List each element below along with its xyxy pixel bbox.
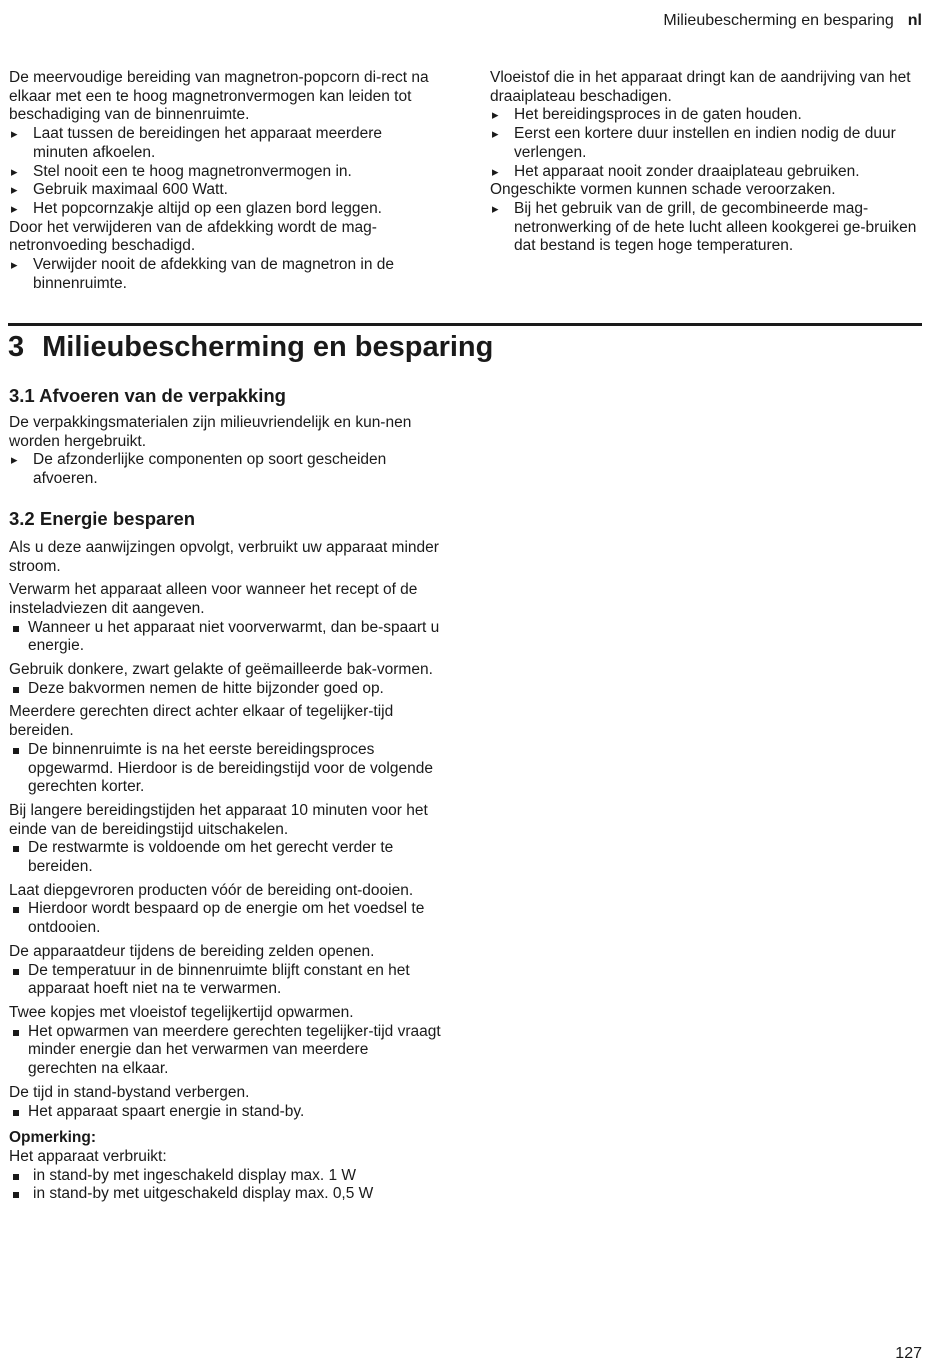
tip-text: Verwarm het apparaat alleen voor wanneer het recept of de insteladviezen dit aangeven. xyxy=(9,581,418,617)
note-item: in stand-by met ingeschakeld display max. 1 W xyxy=(9,1167,441,1186)
running-header xyxy=(663,12,922,30)
main-column xyxy=(9,385,441,1204)
tip-result: Het opwarmen van meerdere gerechten tegelijker-tijd vraagt minder energie dan het verwarmen van meerdere gerechten na elkaar. xyxy=(9,1023,441,1079)
section-heading-3-2: 3.2 Energie besparen xyxy=(9,507,196,529)
tip-text: Bij langere bereidingstijden het apparaat 10 minuten voor het einde van de bereidingstijd uitschakelen. xyxy=(9,801,428,838)
list-item: ▸ Gebruik maximaal 600 Watt. xyxy=(9,181,441,200)
paragraph: Ongeschikte vormen kunnen schade veroorzaken. xyxy=(490,181,836,199)
note-label: Opmerking: xyxy=(9,1129,96,1147)
list-item: ▸ Verwijder nooit de afdekking van de magnetron in de binnenruimte. xyxy=(9,256,441,293)
paragraph: Door het verwijderen van de afdekking wordt de mag-netronvoeding beschadigd. xyxy=(9,218,377,255)
chapter-number: 3 xyxy=(8,331,25,363)
note-item: in stand-by met uitgeschakeld display max. 0,5 W xyxy=(9,1185,441,1204)
list-item: ▸ Het popcornzakje altijd op een glazen bord leggen. xyxy=(9,200,441,219)
paragraph: De verpakkingsmaterialen zijn milieuvriendelijk en kun-nen worden hergebruikt. xyxy=(9,414,412,450)
list-item: ▸ Het bereidingsproces in de gaten houden. xyxy=(490,106,922,125)
paragraph: De meervoudige bereiding van magnetron-popcorn di-rect na elkaar met een te hoog magnetronvermogen kan leiden tot beschadiging van de binnenruimte. xyxy=(9,69,429,124)
tip-result: De restwarmte is voldoende om het gerecht verder te bereiden. xyxy=(9,839,441,876)
chapter-heading xyxy=(8,331,493,364)
header-title: Milieubescherming en besparing xyxy=(663,12,894,29)
list-item: ▸ De afzonderlijke componenten op soort gescheiden afvoeren. xyxy=(9,451,441,488)
left-top-column xyxy=(9,69,441,293)
right-top-column xyxy=(490,69,922,256)
tip-result: Deze bakvormen nemen de hitte bijzonder goed op. xyxy=(9,680,441,699)
tip-text: De apparaatdeur tijdens de bereiding zelden openen. xyxy=(9,942,375,960)
chapter-title: Milieubescherming en besparing xyxy=(42,331,494,363)
list-item: ▸ Stel nooit een te hoog magnetronvermogen in. xyxy=(9,163,441,182)
tip-result: Het apparaat spaart energie in stand-by. xyxy=(9,1103,441,1122)
paragraph: Als u deze aanwijzingen opvolgt, verbruikt uw apparaat minder stroom. xyxy=(9,538,439,575)
note-text: Het apparaat verbruikt: xyxy=(9,1147,167,1165)
tip-text: Meerdere gerechten direct achter elkaar of tegelijker-tijd bereiden. xyxy=(9,703,394,740)
list-item: ▸ Het apparaat nooit zonder draaiplateau gebruiken. xyxy=(490,163,922,182)
chapter-divider xyxy=(8,323,922,326)
tip-result: Wanneer u het apparaat niet voorverwarmt, dan be-spaart u energie. xyxy=(9,619,441,656)
tip-result: Hierdoor wordt bespaard op de energie om het voedsel te ontdooien. xyxy=(9,900,441,937)
page-number: 127 xyxy=(895,1345,922,1362)
tip-result: De binnenruimte is na het eerste bereidingsproces opgewarmd. Hierdoor is de bereidingstijd voor de volgende gerechten korter. xyxy=(9,741,441,797)
list-item: ▸ Eerst een kortere duur instellen en indien nodig de duur verlengen. xyxy=(490,125,922,162)
header-language: nl xyxy=(907,12,922,29)
section-heading-3-1: 3.1 Afvoeren van de verpakking xyxy=(9,385,286,406)
tip-text: Twee kopjes met vloeistof tegelijkertijd opwarmen. xyxy=(9,1003,354,1021)
tip-text: Gebruik donkere, zwart gelakte of geëmailleerde bak-vormen. xyxy=(9,661,433,679)
list-item: ▸ Bij het gebruik van de grill, de gecombineerde mag-netronwerking of de hete lucht alleen kookgerei ge-bruiken dat bestand is tegen hoge temperaturen. xyxy=(490,200,922,256)
tip-text: De tijd in stand-bystand verbergen. xyxy=(9,1083,250,1101)
list-item: ▸ Laat tussen de bereidingen het apparaat meerdere minuten afkoelen. xyxy=(9,125,441,162)
tip-result: De temperatuur in de binnenruimte blijft constant en het apparaat hoeft niet na te verwarmen. xyxy=(9,962,441,999)
paragraph: Vloeistof die in het apparaat dringt kan de aandrijving van het draaiplateau beschadigen. xyxy=(490,69,911,105)
tip-text: Laat diepgevroren producten vóór de bereiding ont-dooien. xyxy=(9,881,414,899)
